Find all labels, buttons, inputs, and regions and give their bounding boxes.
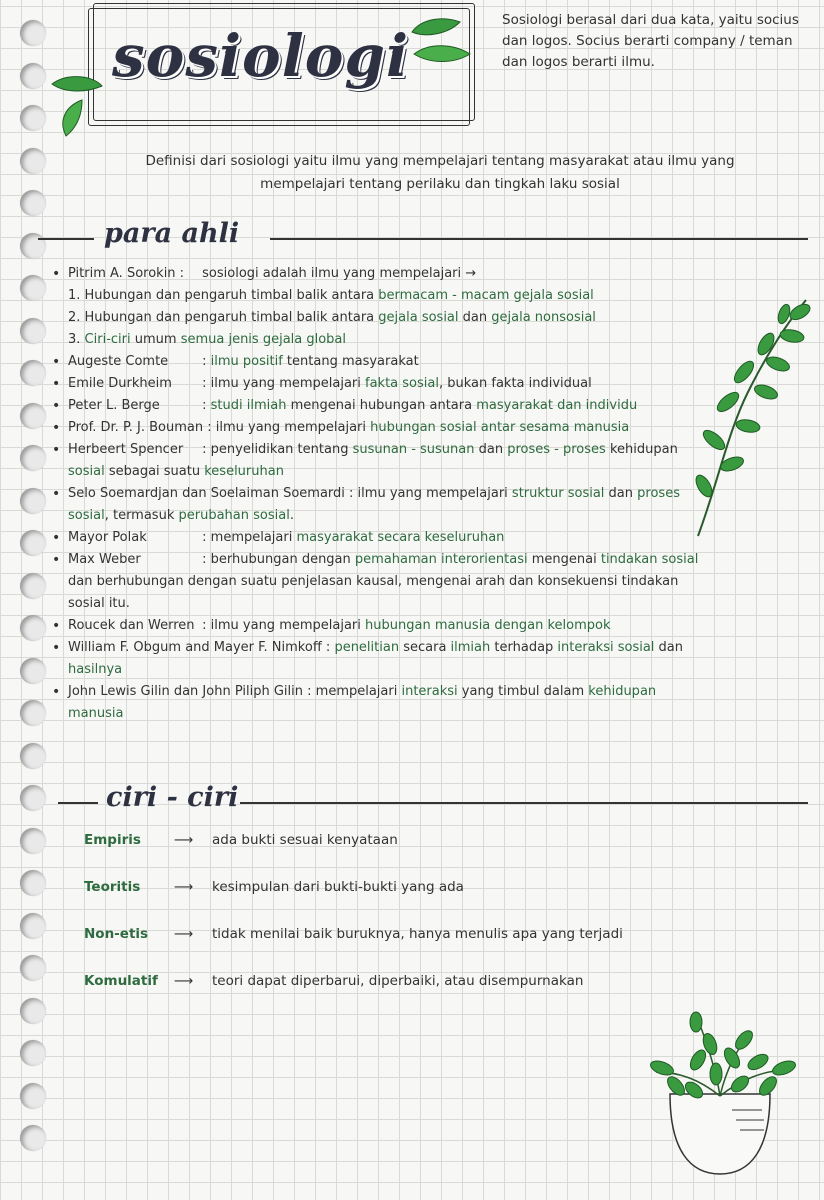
section-title: para ahli xyxy=(104,218,240,249)
sub-text: dan xyxy=(458,310,492,325)
binder-hole xyxy=(20,403,46,429)
list-item xyxy=(50,373,710,395)
definition-highlight: interaksi sosial xyxy=(557,640,655,655)
sub-highlight: Ciri-ciri xyxy=(84,332,131,347)
section-title: ciri - ciri xyxy=(106,782,239,813)
binder-hole xyxy=(20,913,46,939)
definition-highlight: tindakan sosial xyxy=(600,552,699,567)
definition-text-part: sebagai suatu xyxy=(104,464,205,479)
definition-text-part: , termasuk xyxy=(104,508,179,523)
ciri-item xyxy=(84,875,784,922)
definition-highlight: susunan - susunan xyxy=(352,442,475,457)
definition-highlight: ilmu positif xyxy=(210,354,283,369)
definition-text: Definisi dari sosiologi yaitu ilmu yang mempelajari tentang masyarakat atau ilmu yang mempelajari tentang perilaku dan tingkah laku sosial xyxy=(145,153,735,192)
list-item xyxy=(50,395,710,417)
ciri-description: tidak menilai baik buruknya, hanya menulis apa yang terjadi xyxy=(212,926,623,942)
definition-text-part: : xyxy=(325,640,335,655)
binder-hole xyxy=(20,615,46,641)
definition-text-part: : berhubungan dengan xyxy=(202,552,355,567)
ciri-item xyxy=(84,828,784,875)
binder-hole xyxy=(20,318,46,344)
sub-list-item xyxy=(50,307,710,329)
definition-text-part: : ilmu yang mempelajari xyxy=(202,376,366,391)
definition-highlight: hasilnya xyxy=(68,662,123,677)
expert-name: William F. Obgum and Mayer F. Nimkoff xyxy=(68,640,322,655)
list-item xyxy=(50,681,710,725)
definition-highlight: studi ilmiah xyxy=(210,398,287,413)
list-item xyxy=(50,351,710,373)
definition-text-part: kehidupan xyxy=(605,442,678,457)
binder-hole xyxy=(20,148,46,174)
definition-text-part: dan xyxy=(604,486,638,501)
list-item xyxy=(50,615,710,637)
binder-hole xyxy=(20,1125,46,1151)
definition-highlight: perubahan sosial xyxy=(178,508,290,523)
vine-icon xyxy=(688,292,818,542)
expert-name: Emile Durkheim xyxy=(68,376,172,391)
definition-text-part: secara xyxy=(399,640,451,655)
definition-text-part: : ilmu yang mempelajari xyxy=(349,486,512,501)
expert-name: Mayor Polak xyxy=(68,530,147,545)
potted-plant-icon xyxy=(640,1010,800,1180)
arrow-icon: ⟶ xyxy=(174,879,194,895)
list-item xyxy=(50,417,710,439)
ciri-description: kesimpulan dari bukti-bukti yang ada xyxy=(212,879,464,895)
binder-hole xyxy=(20,998,46,1024)
definition-text-part: yang timbul dalam xyxy=(457,684,589,699)
binder-hole xyxy=(20,360,46,386)
binder-hole xyxy=(20,105,46,131)
definition-text-part: dan berhubungan dengan suatu penjelasan kausal, mengenai arah dan konsekuensi tindakan sosial itu. xyxy=(68,574,679,611)
binder-hole xyxy=(20,700,46,726)
list-item xyxy=(50,263,710,285)
list-item xyxy=(50,439,710,483)
leaf-icon xyxy=(48,70,108,140)
ciri-item xyxy=(84,922,784,969)
sub-list-item xyxy=(50,285,710,307)
binder-hole xyxy=(20,530,46,556)
definition-text-part: : xyxy=(202,354,211,369)
definition-text-part: dan xyxy=(474,442,508,457)
ciri-term: Empiris xyxy=(84,832,141,848)
binder-hole xyxy=(20,275,46,301)
definition-text-part: : xyxy=(202,398,211,413)
ciri-term: Komulatif xyxy=(84,973,158,989)
definition-text-part: . xyxy=(289,508,294,523)
binder-hole xyxy=(20,488,46,514)
expert-name: Max Weber xyxy=(68,552,141,567)
binder-hole xyxy=(20,63,46,89)
definition-text-part: terhadap xyxy=(490,640,558,655)
expert-name: Pitrim A. Sorokin : xyxy=(68,266,185,281)
sub-highlight: bermacam - macam gejala sosial xyxy=(378,288,594,303)
definition-text-part: : penyelidikan tentang xyxy=(202,442,353,457)
section-heading-experts xyxy=(38,218,808,252)
list-item xyxy=(50,549,710,615)
ciri-term: Non-etis xyxy=(84,926,149,942)
definition-highlight: interaksi xyxy=(401,684,458,699)
expert-name: Selo Soemardjan dan Soelaiman Soemardi xyxy=(68,486,345,501)
definition-highlight: fakta sosial xyxy=(365,376,439,391)
definition-text-part: tentang masyarakat xyxy=(282,354,419,369)
definition-highlight: ilmiah xyxy=(450,640,491,655)
ciri-term: Teoritis xyxy=(84,879,141,895)
definition-text-part: : ilmu yang mempelajari xyxy=(202,618,366,633)
expert-name: Prof. Dr. P. J. Bouman xyxy=(68,420,204,435)
binder-hole xyxy=(20,1040,46,1066)
sub-list-item xyxy=(50,329,710,351)
binder-hole xyxy=(20,955,46,981)
binder-hole xyxy=(20,1083,46,1109)
binder-hole xyxy=(20,20,46,46)
definition-highlight: masyarakat secara keseluruhan xyxy=(296,530,505,545)
binder-hole xyxy=(20,573,46,599)
sub-highlight: gejala sosial xyxy=(378,310,459,325)
ciri-item xyxy=(84,969,784,1016)
definition-text-part: mengenai hubungan antara xyxy=(286,398,477,413)
definition-highlight: penelitian xyxy=(334,640,400,655)
intro-text: Sosiologi berasal dari dua kata, yaitu socius dan logos. Socius berarti company / teman dan logos berarti ilmu. xyxy=(502,12,799,70)
expert-name: Peter L. Berge xyxy=(68,398,160,413)
page-title: sosiologi xyxy=(112,22,410,90)
list-item xyxy=(50,527,710,549)
definition-highlight: sosial xyxy=(68,464,105,479)
definition-text-part: mengenai xyxy=(527,552,601,567)
ciri-description: teori dapat diperbarui, diperbaiki, atau disempurnakan xyxy=(212,973,584,989)
sub-text: 1. Hubungan dan pengaruh timbal balik antara xyxy=(68,288,379,303)
definition-highlight: kehidupan manusia xyxy=(68,684,657,721)
definition-highlight: struktur sosial xyxy=(511,486,605,501)
arrow-icon: ⟶ xyxy=(174,832,194,848)
binder-hole xyxy=(20,743,46,769)
arrow-icon: ⟶ xyxy=(174,926,194,942)
expert-definition: sosiologi adalah ilmu yang mempelajari → xyxy=(202,266,477,281)
definition-text-part: : mempelajari xyxy=(307,684,402,699)
definition-highlight: proses sosial xyxy=(68,486,680,523)
ciri-description: ada bukti sesuai kenyataan xyxy=(212,832,398,848)
definition-highlight: hubungan sosial antar sesama manusia xyxy=(370,420,630,435)
definition-text-part: : mempelajari xyxy=(202,530,297,545)
list-item xyxy=(50,483,710,527)
binder-hole xyxy=(20,445,46,471)
sub-highlight: semua jenis gejala global xyxy=(180,332,347,347)
expert-name: Herbeert Spencer xyxy=(68,442,184,457)
sub-highlight: gejala nonsosial xyxy=(491,310,596,325)
expert-name: Roucek dan Werren xyxy=(68,618,195,633)
binder-hole xyxy=(20,828,46,854)
sub-text: 2. Hubungan dan pengaruh timbal balik antara xyxy=(68,310,379,325)
definition-highlight: hubungan manusia dengan kelompok xyxy=(365,618,611,633)
expert-name: Augeste Comte xyxy=(68,354,169,369)
binder-hole xyxy=(20,870,46,896)
sub-text: umum xyxy=(130,332,181,347)
binder-hole xyxy=(20,190,46,216)
section-heading-ciri xyxy=(38,782,808,816)
definition-text-part: : ilmu yang mempelajari xyxy=(207,420,371,435)
definition-highlight: masyarakat dan individu xyxy=(476,398,638,413)
arrow-icon: ⟶ xyxy=(174,973,194,989)
definition-text-part: dan xyxy=(654,640,684,655)
list-item xyxy=(50,637,710,681)
sub-text: 3. xyxy=(68,332,85,347)
definition-highlight: keseluruhan xyxy=(204,464,284,479)
definition-highlight: pemahaman interorientasi xyxy=(354,552,528,567)
expert-name: John Lewis Gilin dan John Piliph Gilin xyxy=(68,684,303,699)
leaf-icon xyxy=(404,12,476,72)
ciri-list xyxy=(84,828,784,1016)
definition-highlight: proses - proses xyxy=(507,442,606,457)
experts-list xyxy=(50,263,710,725)
definition-text-part: , bukan fakta individual xyxy=(438,376,592,391)
binder-hole xyxy=(20,658,46,684)
